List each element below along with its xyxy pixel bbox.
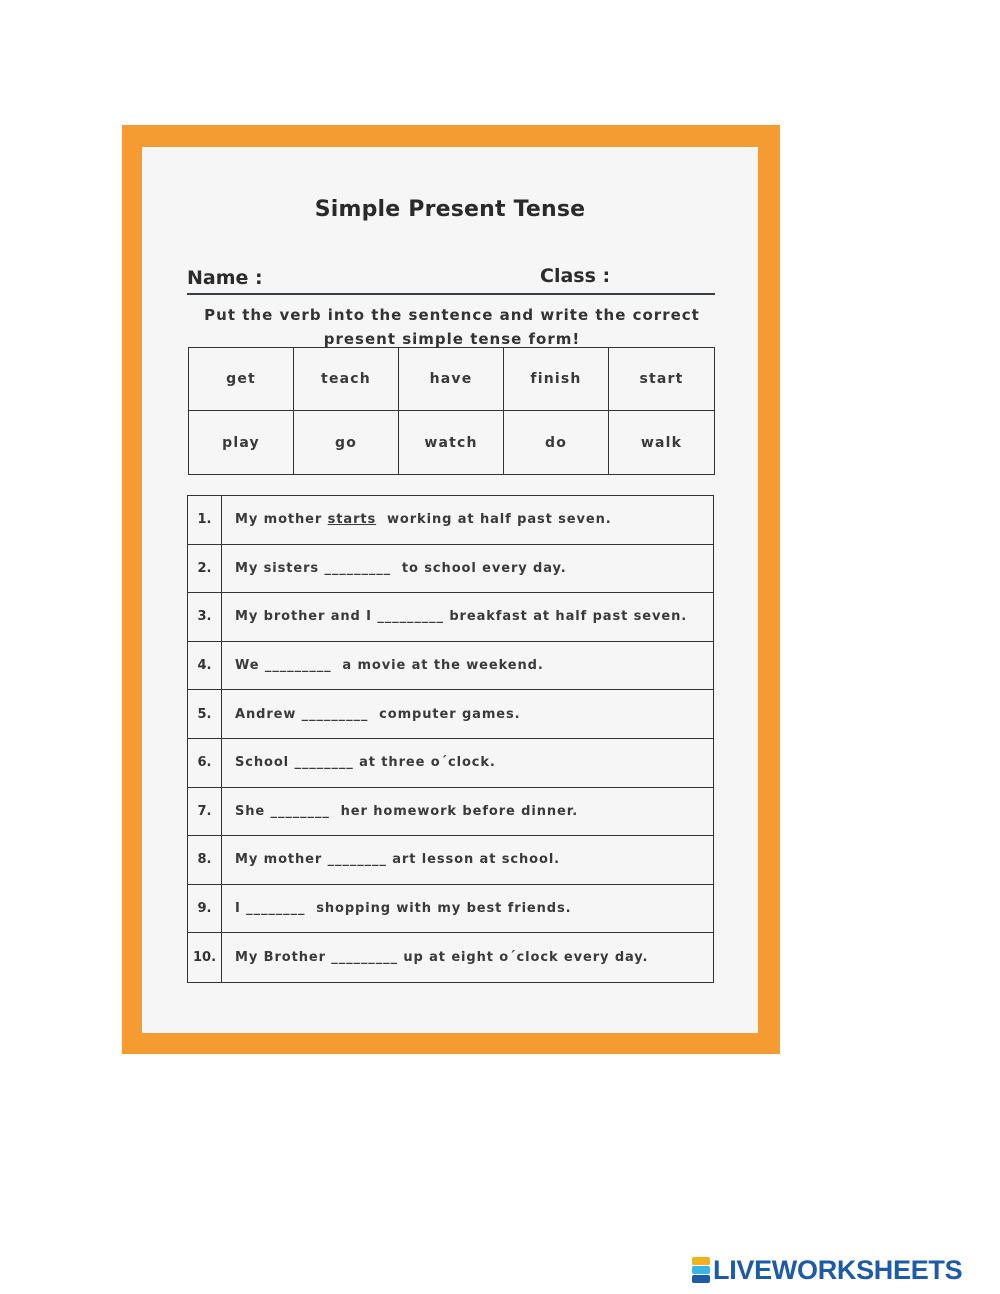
sentence-row[interactable] (188, 545, 713, 594)
sentence-text (222, 496, 713, 544)
sentence-text[interactable]: My Brother _________ up at eight o´clock every day. (235, 950, 649, 966)
verb-cell: have (399, 348, 504, 411)
liveworksheets-logo[interactable] (692, 1252, 962, 1288)
instruction-line: present simple tense form! (323, 330, 581, 348)
sentence-number: 3. (188, 593, 222, 641)
sentence-row[interactable] (188, 593, 713, 642)
sentence-number: 7. (188, 788, 222, 836)
name-class-row (187, 259, 715, 295)
verb-cell: teach (294, 348, 399, 411)
example-answer: starts (327, 512, 377, 528)
sentence-row[interactable] (188, 690, 713, 739)
sentence-number: 5. (188, 690, 222, 738)
verb-cell: play (189, 411, 294, 474)
sentence-table (187, 495, 714, 983)
name-label: Name : (187, 267, 263, 289)
sentence-text[interactable]: I ________ shopping with my best friends. (235, 901, 572, 917)
sentence-text[interactable]: We _________ a movie at the weekend. (235, 658, 544, 674)
sentence-row[interactable] (188, 642, 713, 691)
instruction-line: Put the verb into the sentence and write the correct (204, 306, 700, 324)
sentence-number: 4. (188, 642, 222, 690)
verb-cell: go (294, 411, 399, 474)
brand-name: LIVEWORKSHEETS (713, 1254, 963, 1285)
sentence-number: 10. (188, 933, 222, 982)
sentence-part: My mother (235, 512, 328, 528)
class-label: Class : (540, 265, 611, 287)
sentence-text[interactable]: School ________ at three o´clock. (235, 755, 496, 771)
sentence-number: 6. (188, 739, 222, 787)
verb-cell: walk (640, 434, 683, 451)
sentence-row[interactable] (188, 739, 713, 788)
verb-cell: watch (399, 411, 504, 474)
instructions (182, 303, 722, 351)
sentence-text[interactable]: My brother and I _________ breakfast at half past seven. (235, 609, 688, 625)
sentence-number: 2. (188, 545, 222, 593)
verb-cell: finish (504, 348, 609, 411)
sentence-number: 1. (188, 496, 222, 544)
verb-box (188, 347, 715, 475)
sentence-row (188, 496, 713, 545)
sentence-text[interactable]: Andrew _________ computer games. (235, 706, 521, 722)
sentence-row[interactable] (188, 836, 713, 885)
sentence-number: 8. (188, 836, 222, 884)
sentence-row[interactable] (188, 933, 713, 982)
worksheet-title: Simple Present Tense (314, 197, 586, 222)
worksheet-frame (122, 125, 780, 1054)
sentence-text[interactable]: My mother ________ art lesson at school. (235, 852, 561, 868)
sentence-row[interactable] (188, 788, 713, 837)
sentence-row[interactable] (188, 885, 713, 934)
worksheet-paper (142, 147, 758, 1033)
verb-cell: get (189, 348, 294, 411)
verb-cell: start (609, 348, 714, 411)
verb-cell: do (504, 411, 609, 474)
sentence-text[interactable]: My sisters _________ to school every day. (235, 560, 567, 576)
sentence-text[interactable]: She ________ her homework before dinner. (235, 803, 579, 819)
liveworksheets-icon (692, 1257, 710, 1283)
sentence-number: 9. (188, 885, 222, 933)
sentence-part: working at half past seven. (376, 512, 612, 528)
